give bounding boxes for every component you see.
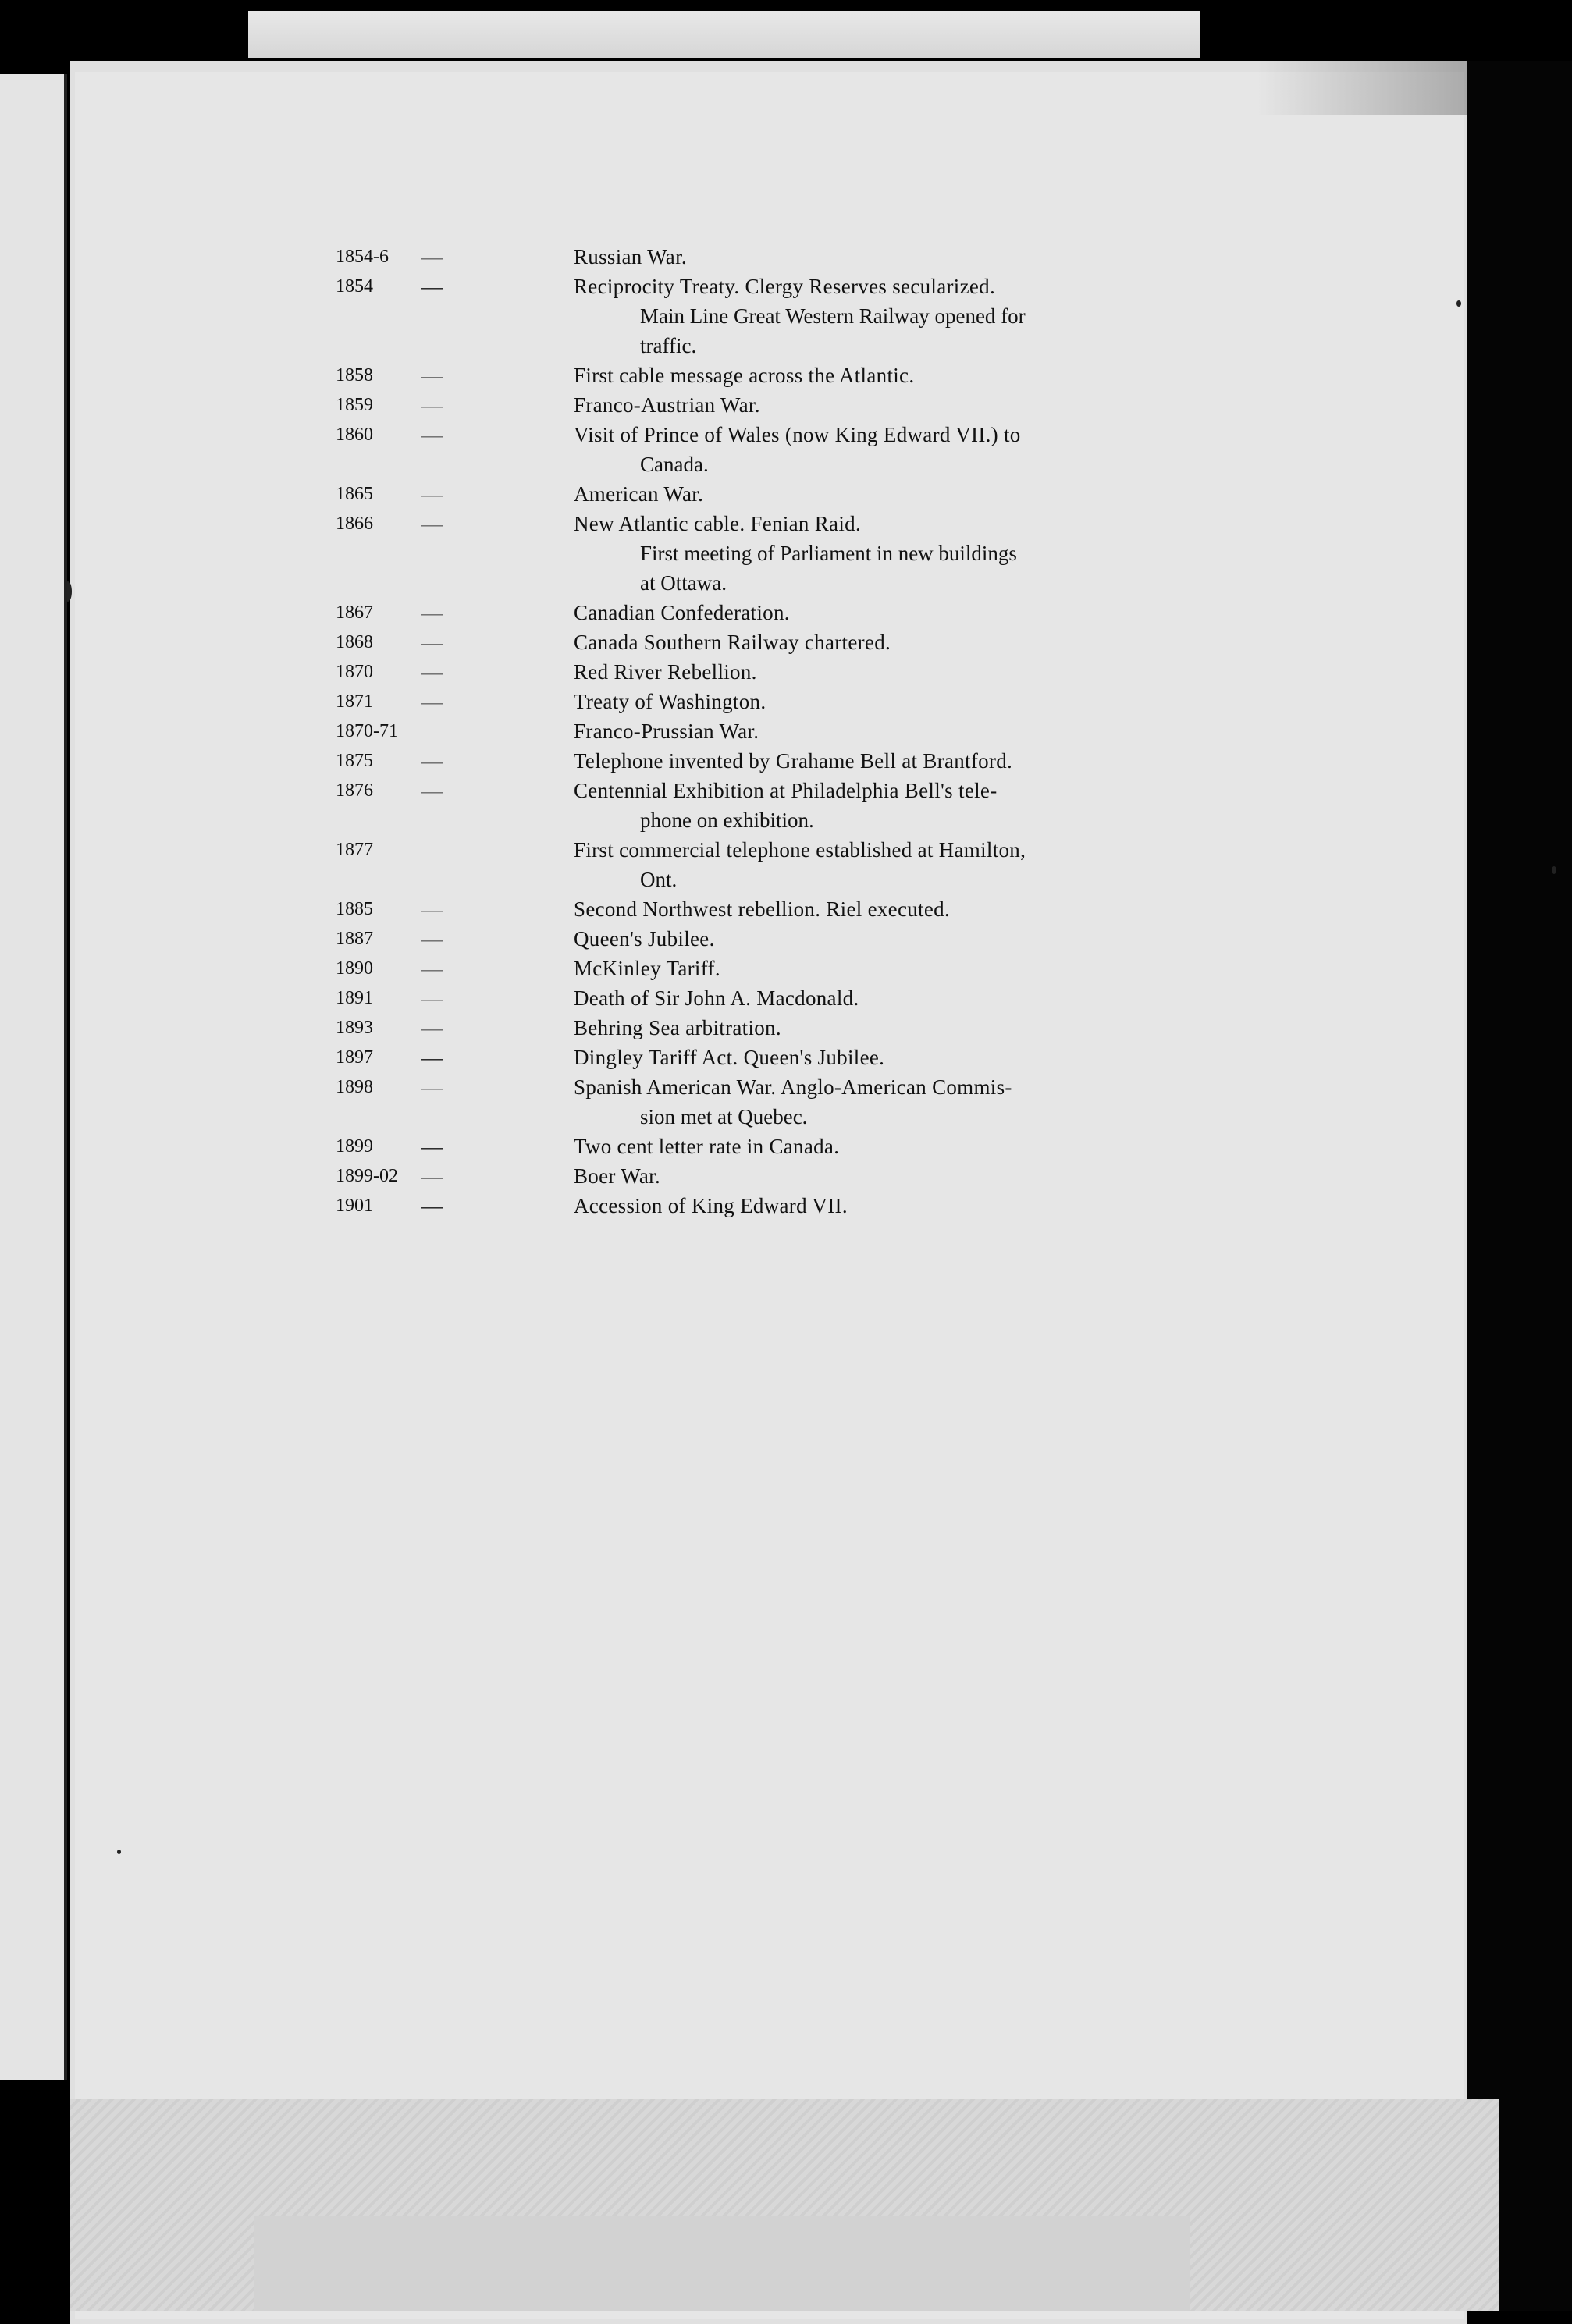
entry-event: Dingley Tariff Act. Queen's Jubilee. bbox=[574, 1046, 885, 1069]
chronology-entry bbox=[328, 390, 1171, 420]
chronology-list bbox=[328, 242, 1171, 1221]
chronology-entry bbox=[328, 1132, 1171, 1161]
entry-event: Telephone invented by Grahame Bell at Brantford. bbox=[574, 749, 1013, 773]
entry-dash: — bbox=[421, 1016, 443, 1039]
entry-event: Visit of Prince of Wales (now King Edward VII.) to bbox=[574, 423, 1021, 446]
entry-year: 1899 bbox=[336, 1136, 373, 1157]
bottom-paper-strip bbox=[254, 2216, 1190, 2311]
entry-year: 1876 bbox=[336, 780, 373, 801]
chronology-entry bbox=[328, 776, 1171, 835]
entry-event-continuation: Main Line Great Western Railway opened for bbox=[640, 304, 1026, 328]
top-paper-strip bbox=[248, 11, 1200, 58]
entry-dash: — bbox=[421, 927, 443, 951]
entry-year: 1871 bbox=[336, 691, 373, 712]
entry-year: 1854 bbox=[336, 276, 373, 297]
chronology-entry bbox=[328, 479, 1171, 509]
entry-dash: — bbox=[421, 1194, 443, 1217]
chronology-entry bbox=[328, 509, 1171, 598]
chronology-entry bbox=[328, 1072, 1171, 1132]
entry-dash: — bbox=[421, 1135, 443, 1158]
entry-year: 1870 bbox=[336, 662, 373, 682]
scan-speck bbox=[64, 581, 72, 602]
entry-dash: — bbox=[421, 364, 443, 387]
chronology-entry bbox=[328, 598, 1171, 627]
entry-dash: — bbox=[421, 1075, 443, 1099]
entry-year: 1901 bbox=[336, 1196, 373, 1216]
entry-event: Queen's Jubilee. bbox=[574, 927, 715, 951]
page-corner-shadow bbox=[1257, 61, 1467, 115]
entry-event: Canada Southern Railway chartered. bbox=[574, 631, 891, 654]
chronology-entry bbox=[328, 627, 1171, 657]
chronology-entry bbox=[328, 1191, 1171, 1221]
chronology-entry bbox=[328, 361, 1171, 390]
entry-event: Death of Sir John A. Macdonald. bbox=[574, 986, 859, 1010]
entry-year: 1885 bbox=[336, 899, 373, 919]
entry-event: Red River Rebellion. bbox=[574, 660, 757, 684]
entry-dash: — bbox=[421, 957, 443, 980]
entry-dash: — bbox=[421, 245, 443, 268]
entry-year: 1877 bbox=[336, 840, 373, 860]
entry-event: Spanish American War. Anglo-American Commis- bbox=[574, 1075, 1012, 1099]
chronology-entry bbox=[328, 954, 1171, 983]
chronology-entry bbox=[328, 1161, 1171, 1191]
entry-year: 1860 bbox=[336, 425, 373, 445]
entry-dash: — bbox=[421, 393, 443, 417]
entry-year: 1897 bbox=[336, 1047, 373, 1068]
chronology-entry bbox=[328, 983, 1171, 1013]
entry-event: Accession of King Edward VII. bbox=[574, 1194, 848, 1217]
chronology-entry bbox=[328, 420, 1171, 479]
entry-event-continuation: at Ottawa. bbox=[640, 571, 727, 595]
scan-speck bbox=[1552, 866, 1556, 874]
entry-dash: — bbox=[421, 690, 443, 713]
entry-event: Second Northwest rebellion. Riel executed. bbox=[574, 897, 950, 921]
scan-speck bbox=[1456, 300, 1461, 307]
entry-year: 1854-6 bbox=[336, 247, 389, 267]
entry-year: 1865 bbox=[336, 484, 373, 504]
entry-dash: — bbox=[421, 749, 443, 773]
entry-event-continuation: Canada. bbox=[640, 453, 709, 476]
chronology-entry bbox=[328, 1043, 1171, 1072]
entry-year: 1893 bbox=[336, 1018, 373, 1038]
entry-year: 1870-71 bbox=[336, 721, 398, 741]
entry-dash: — bbox=[421, 423, 443, 446]
entry-year: 1868 bbox=[336, 632, 373, 652]
entry-event: Treaty of Washington. bbox=[574, 690, 766, 713]
entry-dash: — bbox=[421, 275, 443, 298]
entry-dash: — bbox=[421, 601, 443, 624]
entry-event-continuation: traffic. bbox=[640, 334, 697, 357]
chronology-entry bbox=[328, 687, 1171, 716]
entry-event: Two cent letter rate in Canada. bbox=[574, 1135, 840, 1158]
entry-year: 1891 bbox=[336, 988, 373, 1008]
entry-year: 1899-02 bbox=[336, 1166, 398, 1186]
entry-event: Behring Sea arbitration. bbox=[574, 1016, 781, 1039]
right-dark-edge bbox=[1467, 61, 1572, 2311]
chronology-entry bbox=[328, 1013, 1171, 1043]
entry-event: First commercial telephone established at Hamilton, bbox=[574, 838, 1026, 862]
entry-event-continuation: sion met at Quebec. bbox=[640, 1105, 808, 1128]
entry-event: McKinley Tariff. bbox=[574, 957, 720, 980]
entry-year: 1867 bbox=[336, 602, 373, 623]
scan-speck bbox=[117, 1850, 121, 1854]
chronology-entry bbox=[328, 746, 1171, 776]
entry-dash: — bbox=[421, 1164, 443, 1188]
entry-event-continuation: Ont. bbox=[640, 868, 678, 891]
left-partial-page bbox=[0, 74, 67, 2080]
entry-event-continuation: phone on exhibition. bbox=[640, 808, 814, 832]
chronology-entry bbox=[328, 272, 1171, 361]
entry-dash: — bbox=[421, 897, 443, 921]
entry-dash: — bbox=[421, 512, 443, 535]
entry-event: Canadian Confederation. bbox=[574, 601, 790, 624]
entry-year: 1866 bbox=[336, 513, 373, 534]
entry-year: 1898 bbox=[336, 1077, 373, 1097]
entry-event: Reciprocity Treaty. Clergy Reserves secularized. bbox=[574, 275, 996, 298]
chronology-entry bbox=[328, 657, 1171, 687]
entry-event: Franco-Prussian War. bbox=[574, 720, 759, 743]
entry-event: Boer War. bbox=[574, 1164, 661, 1188]
chronology-entry bbox=[328, 924, 1171, 954]
entry-dash: — bbox=[421, 986, 443, 1010]
entry-year: 1858 bbox=[336, 365, 373, 386]
entry-year: 1890 bbox=[336, 958, 373, 979]
chronology-entry bbox=[328, 894, 1171, 924]
entry-year: 1859 bbox=[336, 395, 373, 415]
entry-year: 1887 bbox=[336, 929, 373, 949]
chronology-entry bbox=[328, 835, 1171, 894]
entry-event: New Atlantic cable. Fenian Raid. bbox=[574, 512, 861, 535]
entry-dash: — bbox=[421, 779, 443, 802]
entry-event: American War. bbox=[574, 482, 704, 506]
chronology-entry bbox=[328, 242, 1171, 272]
entry-dash: — bbox=[421, 482, 443, 506]
entry-dash: — bbox=[421, 1046, 443, 1069]
entry-event: Russian War. bbox=[574, 245, 687, 268]
entry-dash: — bbox=[421, 660, 443, 684]
entry-event-continuation: First meeting of Parliament in new buildings bbox=[640, 542, 1017, 565]
entry-event: Franco-Austrian War. bbox=[574, 393, 760, 417]
entry-event: Centennial Exhibition at Philadelphia Bell's tele- bbox=[574, 779, 998, 802]
entry-dash: — bbox=[421, 631, 443, 654]
chronology-entry bbox=[328, 716, 1171, 746]
entry-event: First cable message across the Atlantic. bbox=[574, 364, 915, 387]
entry-year: 1875 bbox=[336, 751, 373, 771]
